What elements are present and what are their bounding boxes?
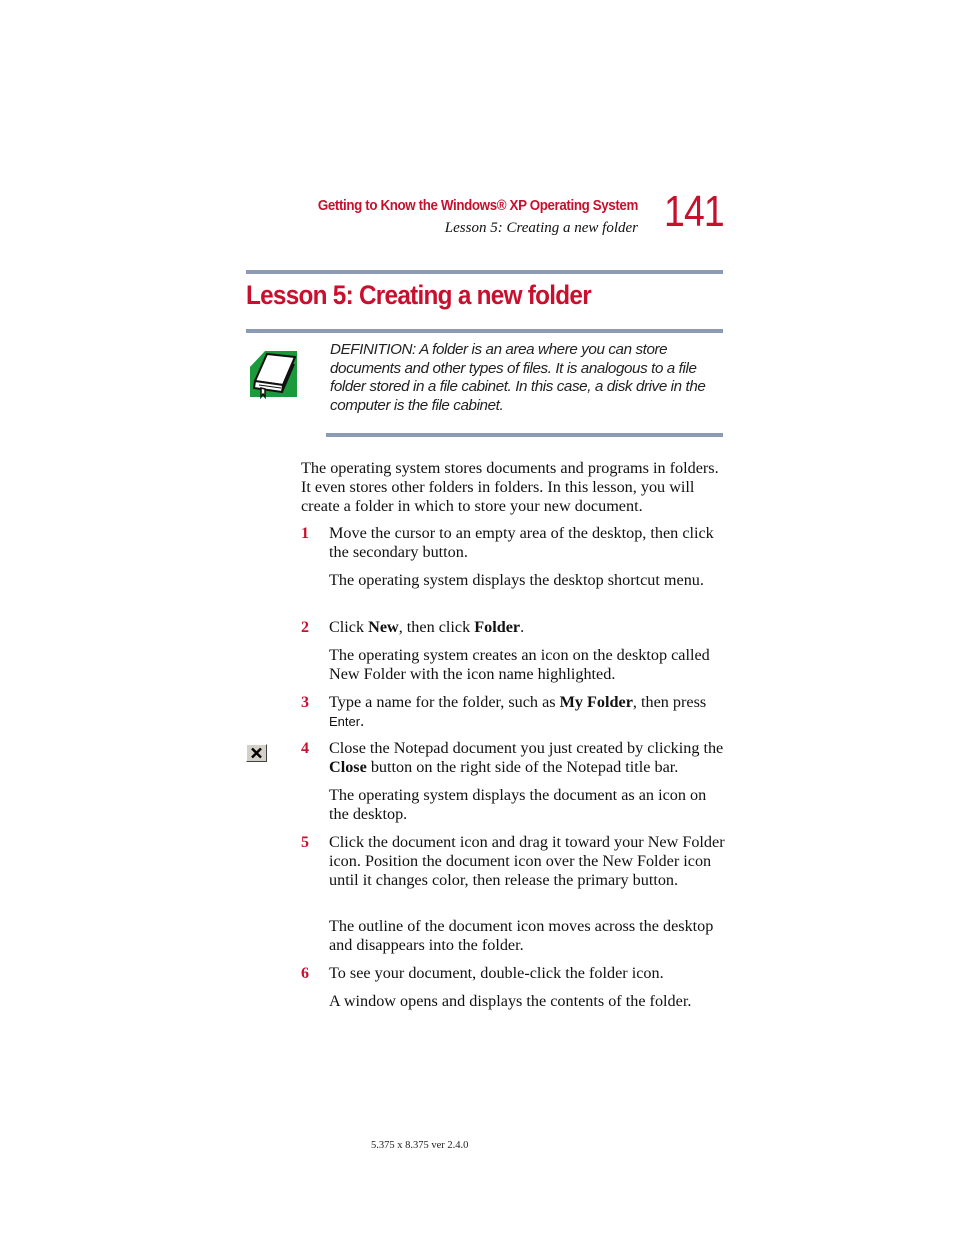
chapter-title: Getting to Know the Windows® XP Operating System (317, 198, 638, 214)
step-number: 4 (301, 740, 309, 757)
intro-paragraph: The operating system stores documents and programs in folders. It even stores other folders in folders. In this lesson, you will create a folder in which to store your new document. (301, 459, 719, 515)
page-number: 141 (664, 187, 724, 236)
step-text: Close the Notepad document you just created by clicking the Close button on the right side of the Notepad title bar. (329, 739, 724, 776)
step-2-result: The operating system creates an icon on the desktop called New Folder with the icon name highlighted. (329, 646, 710, 683)
step-text: Click the document icon and drag it toward your New Folder icon. Position the document icon over the New Folder icon until it changes color, then release the primary button. (329, 833, 725, 889)
bold-term: Folder (474, 618, 521, 636)
definition-note: DEFINITION: A folder is an area where you can store documents and other types of files. It is analogous to a file folder stored in a file cabinet. In this case, a disk drive in the computer is the file cabinet. (330, 341, 706, 414)
close-button-icon (246, 744, 267, 762)
bold-term: New (368, 618, 399, 636)
step-1 (301, 524, 726, 562)
step-number: 5 (301, 834, 309, 851)
running-header (290, 198, 638, 237)
step-6-result: A window opens and displays the contents of the folder. (329, 992, 692, 1010)
step-5-result: The outline of the document icon moves across the desktop and disappears into the folder. (329, 917, 714, 954)
step-4 (301, 739, 726, 777)
section-title: Lesson 5: Creating a new folder (444, 220, 638, 236)
step-6 (301, 964, 726, 983)
step-number: 3 (301, 694, 309, 711)
step-5 (301, 833, 726, 890)
key-name: Enter (329, 714, 361, 729)
title-top-rule (246, 270, 723, 274)
print-footer: 5.375 x 8.375 ver 2.4.0 (371, 1140, 469, 1151)
step-1-result: The operating system displays the desktop shortcut menu. (329, 571, 704, 589)
step-number: 2 (301, 619, 309, 636)
step-3 (301, 693, 726, 731)
definition-rule (326, 433, 723, 437)
bold-term: Close (329, 758, 367, 776)
bold-term: My Folder (559, 693, 633, 711)
lesson-title: Lesson 5: Creating a new folder (246, 280, 591, 310)
step-number: 1 (301, 525, 309, 542)
step-number: 6 (301, 965, 309, 982)
book-icon (247, 347, 297, 399)
step-text: To see your document, double-click the folder icon. (329, 964, 664, 982)
step-text: Click New, then click Folder. (329, 618, 525, 636)
step-2 (301, 618, 726, 637)
step-4-result: The operating system displays the document as an icon on the desktop. (329, 786, 707, 823)
step-text: Type a name for the folder, such as My Folder, then press Enter. (329, 693, 707, 730)
step-text: Move the cursor to an empty area of the desktop, then click the secondary button. (329, 524, 714, 561)
title-bottom-rule (246, 329, 723, 333)
